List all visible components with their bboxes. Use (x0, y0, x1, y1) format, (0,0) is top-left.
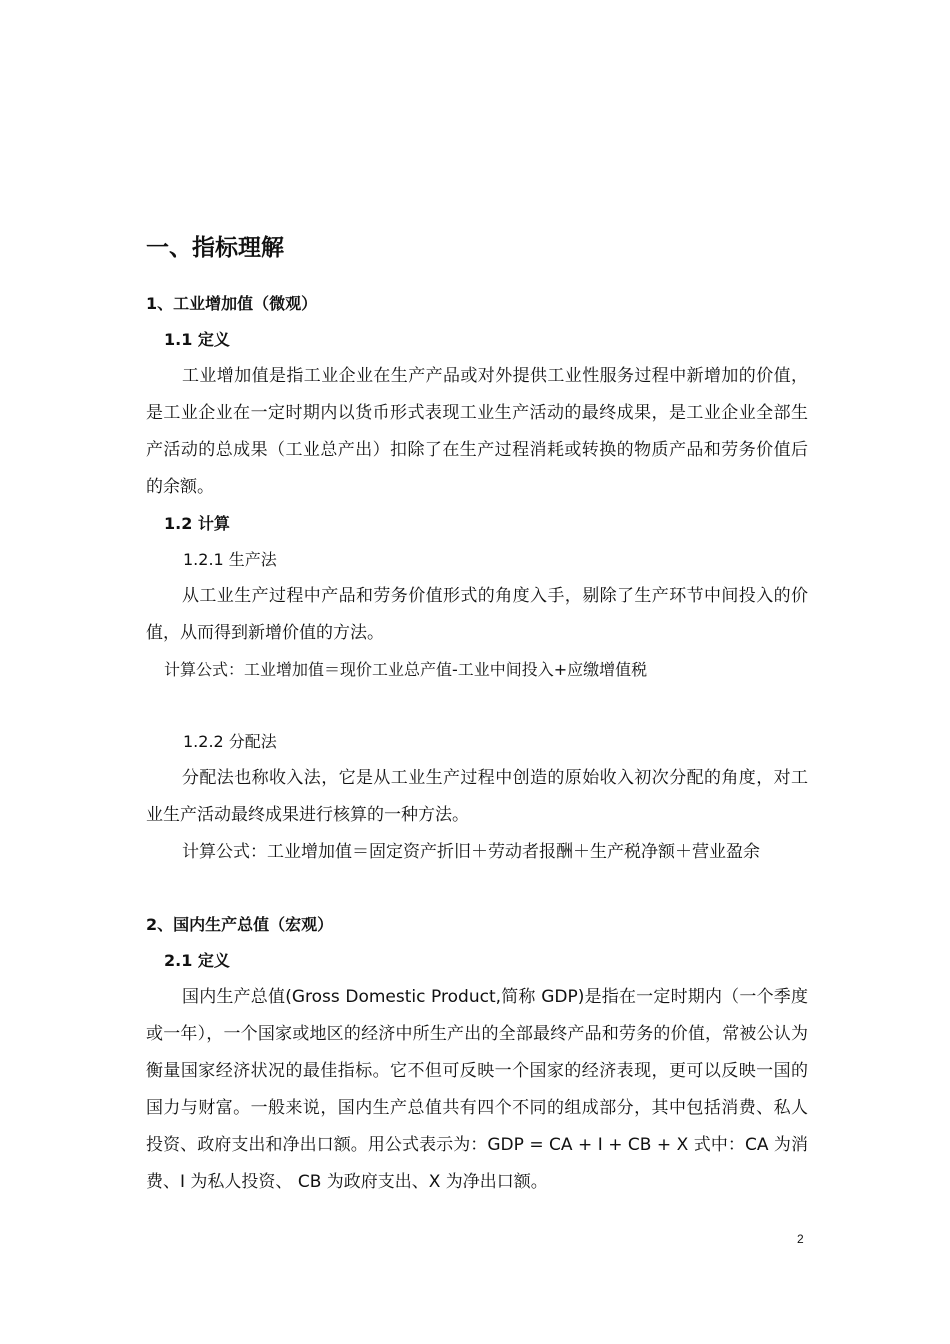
calculation-heading: 1.2 计算 (164, 514, 230, 533)
subsection-heading-gdp: 2、国内生产总值（宏观） (146, 915, 334, 934)
production-method-paragraph: 从工业生产过程中产品和劳务价值形式的角度入手，剔除了生产环节中间投入的价值，从而得到新增价值的方法。 (146, 586, 808, 643)
production-method-heading: 1.2.1 生产法 (183, 550, 277, 569)
blank-line (146, 688, 808, 724)
gdp-definition-heading: 2.1 定义 (164, 951, 230, 970)
page-content (146, 226, 808, 1201)
subsection-heading-industrial: 1、工业增加值（微观） (146, 294, 318, 313)
definition-heading: 1.1 定义 (164, 330, 230, 349)
production-formula: 计算公式：工业增加值＝现价工业总产值-工业中间投入+应缴增值税 (164, 660, 648, 679)
gdp-definition-paragraph: 国内生产总值(Gross Domestic Product,简称 GDP)是指在一定时期内（一个季度或一年），一个国家或地区的经济中所生产出的全部最终产品和劳务的价值，常被公认为衡量国家经济状况的最佳指标。它不但可反映一个国家的经济表现，更可以反映一国的国力与财富。一般来说，国内生产总值共有四个不同的组成部分，其中包括消费、私人投资、政府支出和净出口额。用公式表示为：GDP = CA + I + CB + X 式中：CA 为消费、I 为私人投资、 CB 为政府支出、X 为净出口额。 (146, 987, 808, 1192)
page-number: 2 (797, 1232, 804, 1246)
distribution-method-heading: 1.2.2 分配法 (183, 732, 277, 751)
distribution-formula: 计算公式：工业增加值＝固定资产折旧＋劳动者报酬＋生产税净额＋营业盈余 (182, 842, 760, 862)
definition-paragraph: 工业增加值是指工业企业在生产产品或对外提供工业性服务过程中新增加的价值，是工业企业在一定时期内以货币形式表现工业生产活动的最终成果，是工业企业全部生产活动的总成果（工业总产出）扣除了在生产过程消耗或转换的物质产品和劳务价值后的余额。 (146, 366, 808, 497)
blank-line (146, 871, 808, 907)
distribution-method-paragraph: 分配法也称收入法，它是从工业生产过程中创造的原始收入初次分配的角度，对工业生产活动最终成果进行核算的一种方法。 (146, 768, 808, 825)
section-heading: 一、指标理解 (146, 235, 284, 261)
